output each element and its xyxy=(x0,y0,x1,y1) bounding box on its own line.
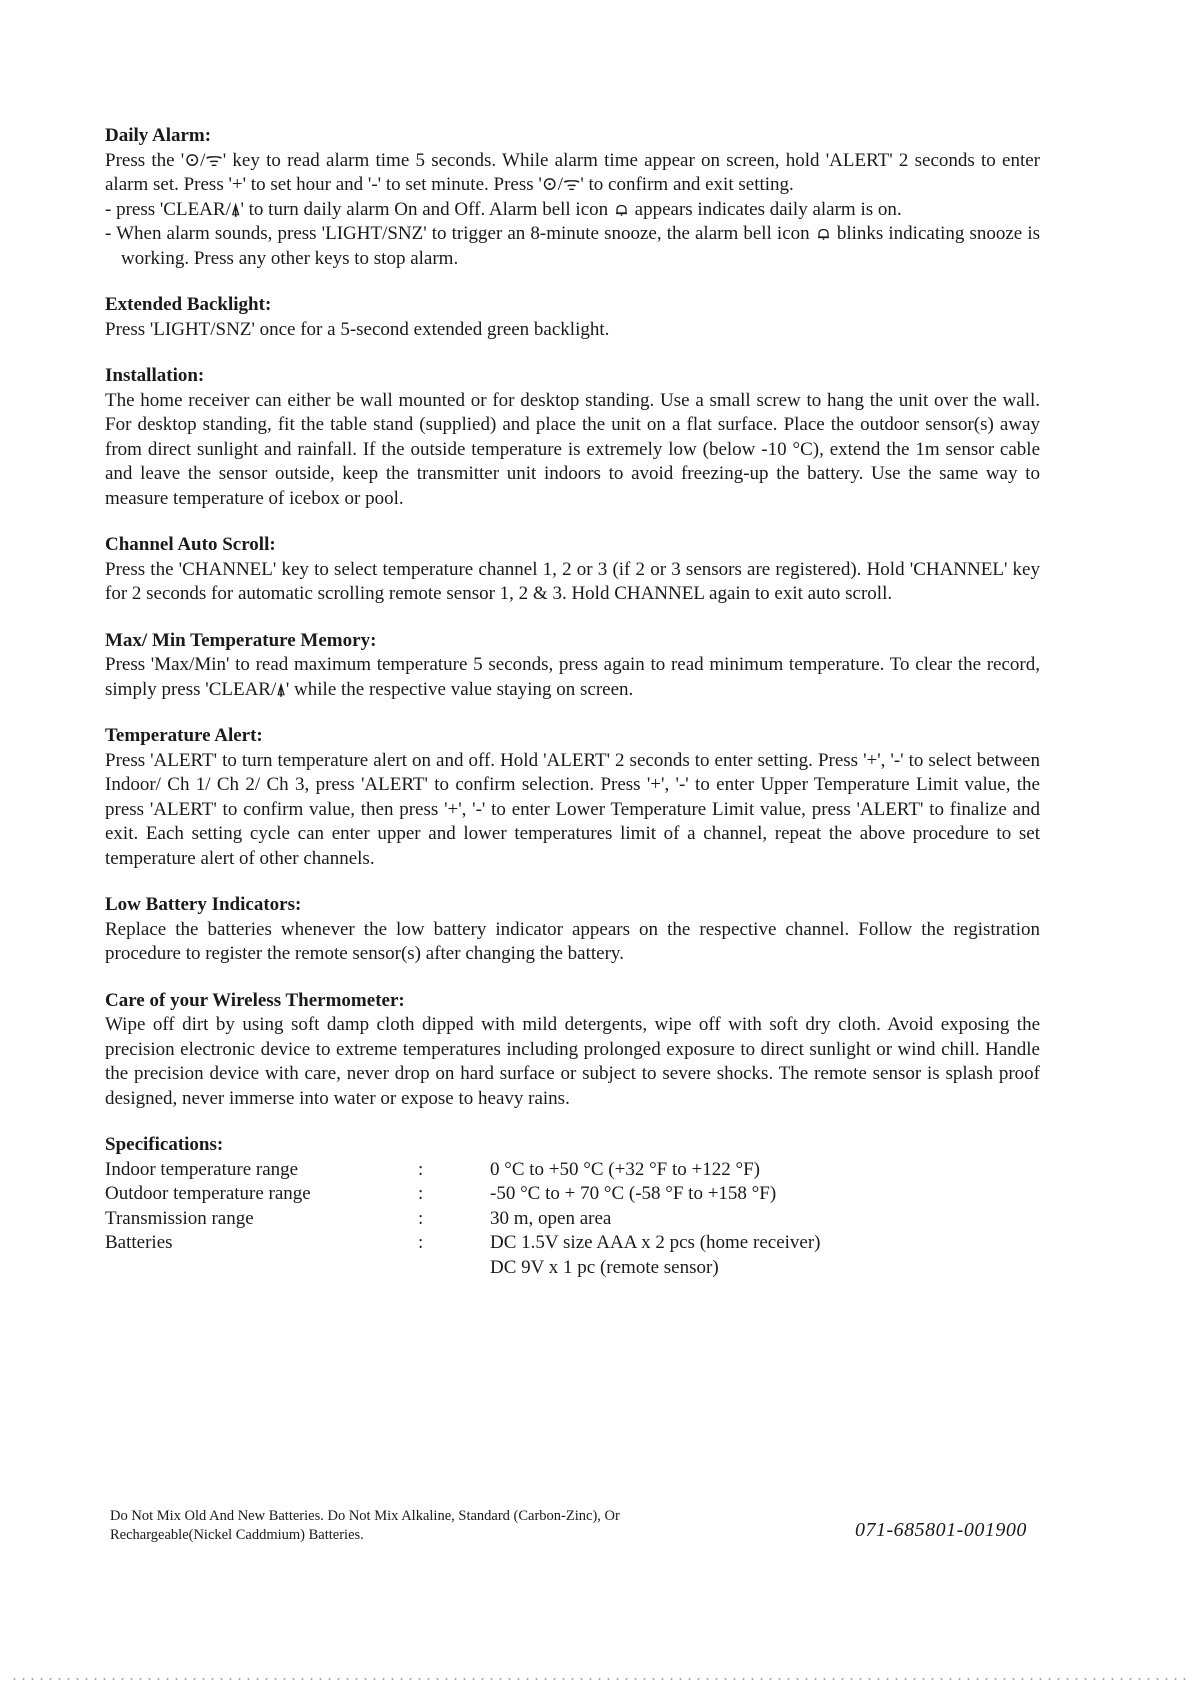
spec-row xyxy=(105,1231,1040,1256)
section-installation xyxy=(105,364,1040,511)
spec-label: Indoor temperature range xyxy=(105,1158,299,1180)
bullet-text: blinks indicating snooze is working. Press any other keys to stop alarm. xyxy=(121,223,1040,269)
spec-value: DC 9V x 1 pc (remote sensor) xyxy=(490,1256,719,1278)
spec-label xyxy=(105,1256,418,1281)
clear-button-icon: ⍋ xyxy=(230,199,241,219)
section-paragraph xyxy=(105,653,1040,702)
section-paragraph: The home receiver can either be wall mounted or for desktop standing. Use a small screw to hang the unit over the wall. For desktop standing, fit the table stand (supplied) and place the unit on a flat surface. Place the outdoor sensor(s) away from direct sunlight and rainfall. If the outside temperature is extremely low (below -10 °C), extend the 1m sensor cable and leave the sensor outside, keep the transmitter unit indoors to avoid freezing-up the battery. Use the same way to measure temperature of icebox or pool. xyxy=(105,389,1040,509)
battery-warning-note: Do Not Mix Old And New Batteries. Do Not Mix Alkaline, Standard (Carbon-Zinc), Or Rechargeable(Nickel Caddmium) Batteries. xyxy=(110,1508,620,1543)
spec-label: Batteries xyxy=(105,1232,173,1253)
spec-colon: : xyxy=(418,1158,424,1180)
section-heading: Channel Auto Scroll: xyxy=(105,534,276,555)
spec-label: Transmission range xyxy=(105,1207,254,1229)
spec-colon: : xyxy=(418,1207,424,1229)
section-channel-auto-scroll xyxy=(105,533,1040,607)
spec-row xyxy=(105,1207,1040,1232)
bullet-item xyxy=(105,222,1040,271)
alarm-bell-icon xyxy=(817,228,830,240)
spec-colon: : xyxy=(418,1232,424,1253)
bullet-text: appears indicates daily alarm is on. xyxy=(629,198,902,220)
section-specifications xyxy=(105,1133,1040,1280)
section-daily-alarm xyxy=(105,124,1040,271)
section-low-battery xyxy=(105,893,1040,967)
spec-colon: : xyxy=(418,1183,424,1204)
section-heading: Care of your Wireless Thermometer: xyxy=(105,989,405,1011)
section-max-min-memory xyxy=(105,629,1040,703)
section-paragraph: Replace the batteries whenever the low battery indicator appears on the respective channel. Follow the registration procedure to register the remote sensor(s) after changing the battery. xyxy=(105,918,1040,964)
section-paragraph: Press 'ALERT' to turn temperature alert on and off. Hold 'ALERT' 2 seconds to enter setting. Press '+', '-' to select between Indoor/ Ch 1/ Ch 2/ Ch 3, press 'ALERT' to confirm selection. Press '+', '-' to enter Upper Temperature Limit value, the press 'ALERT' to confirm value, then press '+', '-' to enter Lower Temperature Limit value, press 'ALERT' to finalize and exit. Each setting cycle can enter upper and lower temperatures limit of a channel, repeat the above procedure to set temperature alert of other channels. xyxy=(105,749,1040,869)
bullet-item xyxy=(105,198,1040,223)
bullet-text: ' to turn daily alarm On and Off. Alarm bell icon xyxy=(240,198,613,220)
bullet-text: - When alarm sounds, press 'LIGHT/SNZ' to trigger an 8-minute snooze, the alarm bell icon xyxy=(105,223,815,244)
spec-value: 0 °C to +50 °C (+32 °F to +122 °F) xyxy=(490,1158,760,1180)
document-code: 071-685801-001900 xyxy=(855,1519,1027,1541)
paragraph-text: ' while the respective value staying on screen. xyxy=(285,678,634,700)
section-paragraph: Press the 'CHANNEL' key to select temperature channel 1, 2 or 3 (if 2 or 3 sensors are registered). Hold 'CHANNEL' key for 2 seconds for automatic scrolling remote sensor 1, 2 & 3. Hold CHANNEL again to exit auto scroll. xyxy=(105,558,1040,604)
spec-value: DC 1.5V size AAA x 2 pcs (home receiver) xyxy=(490,1232,821,1253)
section-care xyxy=(105,989,1040,1112)
spec-row xyxy=(105,1256,1040,1281)
spec-value: -50 °C to + 70 °C (-58 °F to +158 °F) xyxy=(490,1183,777,1204)
spec-label: Outdoor temperature range xyxy=(105,1183,311,1204)
bullet-text: - press 'CLEAR/ xyxy=(105,198,231,220)
clear-button-icon: ⍋ xyxy=(276,679,286,699)
spec-row xyxy=(105,1182,1040,1207)
alarm-bell-icon xyxy=(615,204,628,216)
scan-artifact-dots xyxy=(10,1678,1190,1680)
section-heading: Daily Alarm: xyxy=(105,125,212,146)
section-heading: Specifications: xyxy=(105,1134,224,1155)
section-heading: Temperature Alert: xyxy=(105,725,263,746)
section-paragraph: Press the '⊙/ᯤ' key to read alarm time 5 seconds. While alarm time appear on screen, hold 'ALERT' 2 seconds to enter alarm set. Press '+' to set hour and '-' to set minute. Press '⊙/ᯤ' to confirm and exit setting. xyxy=(105,149,1040,195)
section-heading: Installation: xyxy=(105,365,205,386)
section-temperature-alert xyxy=(105,724,1040,871)
paragraph-text: Press 'Max/Min' to read maximum temperature 5 seconds, press again to read minimum temperature. To clear the record, simply press 'CLEAR/ xyxy=(105,654,1040,700)
section-paragraph: Press 'LIGHT/SNZ' once for a 5-second extended green backlight. xyxy=(105,318,610,340)
section-heading: Max/ Min Temperature Memory: xyxy=(105,629,377,651)
section-paragraph: Wipe off dirt by using soft damp cloth dipped with mild detergents, wipe off with soft dry cloth. Avoid exposing the precision electronic device to extreme temperatures including prolonged exposure to direct sunlight or wind chill. Handle the precision device with care, never drop on hard surface or subject to severe shocks. The remote sensor is splash proof designed, never immerse into water or expose to heavy rains. xyxy=(105,1014,1040,1109)
spec-colon xyxy=(418,1256,490,1281)
spec-row xyxy=(105,1158,1040,1183)
section-extended-backlight xyxy=(105,293,1040,342)
manual-content xyxy=(105,124,1040,1302)
section-heading: Extended Backlight: xyxy=(105,294,272,315)
spec-value: 30 m, open area xyxy=(490,1207,612,1229)
section-heading: Low Battery Indicators: xyxy=(105,894,302,915)
